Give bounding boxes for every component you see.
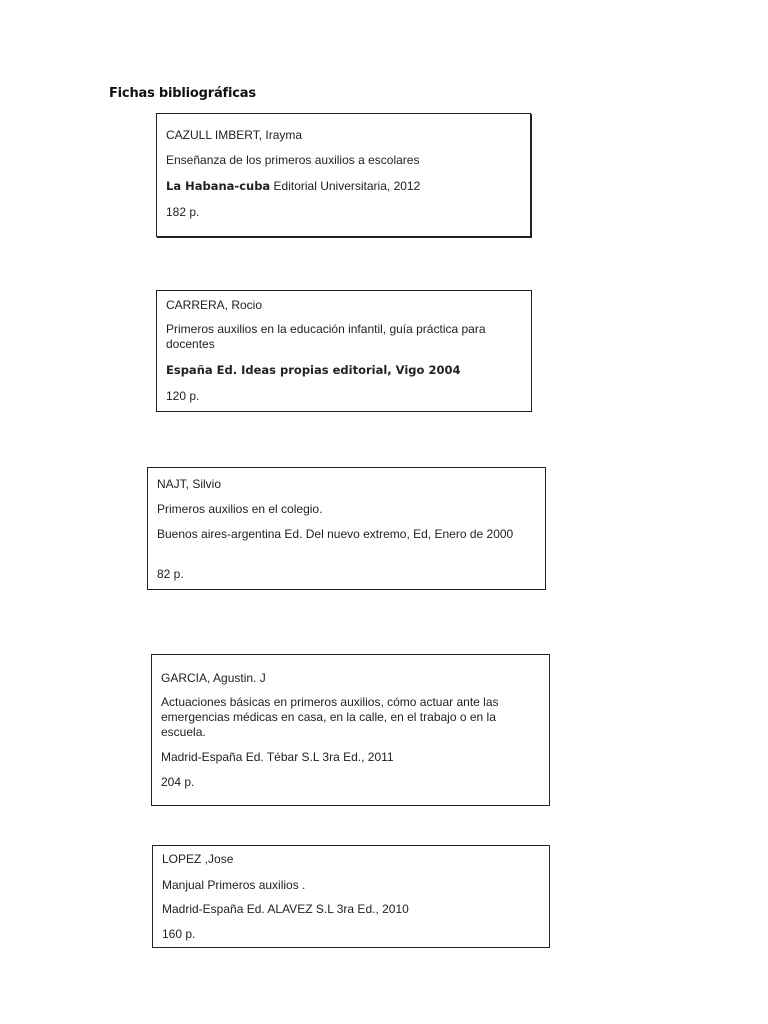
card-pages: 160 p. [162, 927, 196, 941]
bibliography-card [151, 654, 550, 806]
bibliography-card [156, 113, 531, 237]
card-publisher: España Ed. Ideas propias editorial, Vigo 2004 [166, 363, 461, 377]
card-pages: 182 p. [166, 205, 200, 219]
page-heading: Fichas bibliográficas [109, 86, 256, 101]
bibliography-card [152, 845, 550, 948]
card-title: Primeros auxilios en la educación infantil, guía práctica para docentes [166, 322, 486, 351]
bibliography-card [147, 467, 546, 590]
card-pages: 204 p. [161, 775, 195, 789]
card-author: NAJT, Silvio [157, 477, 222, 491]
card-publisher [166, 179, 520, 194]
card-pages: 82 p. [157, 567, 184, 581]
card-publisher: Buenos aires-argentina Ed. Del nuevo extremo, Ed, Enero de 2000 [157, 527, 514, 541]
card-author: CAZULL IMBERT, Irayma [166, 128, 303, 142]
bibliography-card [156, 290, 532, 412]
card-title: Enseñanza de los primeros auxilios a escolares [166, 153, 420, 167]
card-author: LOPEZ ,Jose [162, 852, 234, 866]
card-author: CARRERA, Rocio [166, 298, 263, 312]
card-pages: 120 p. [166, 389, 200, 403]
card-place: La Habana-cuba [166, 179, 271, 193]
card-publisher: Madrid-España Ed. ALAVEZ S.L 3ra Ed., 2010 [162, 902, 409, 916]
card-title: Primeros auxilios en el colegio. [157, 502, 323, 516]
card-title: Manjual Primeros auxilios . [162, 878, 306, 892]
card-publisher-text: Editorial Universitaria, 2012 [270, 179, 421, 193]
card-title: Actuaciones básicas en primeros auxilios, cómo actuar ante las emergencias médicas en casa, en la calle, en el trabajo o en la escuela. [161, 695, 499, 739]
card-author: GARCIA, Agustin. J [161, 671, 266, 685]
card-publisher: Madrid-España Ed. Tébar S.L 3ra Ed., 2011 [161, 750, 394, 764]
